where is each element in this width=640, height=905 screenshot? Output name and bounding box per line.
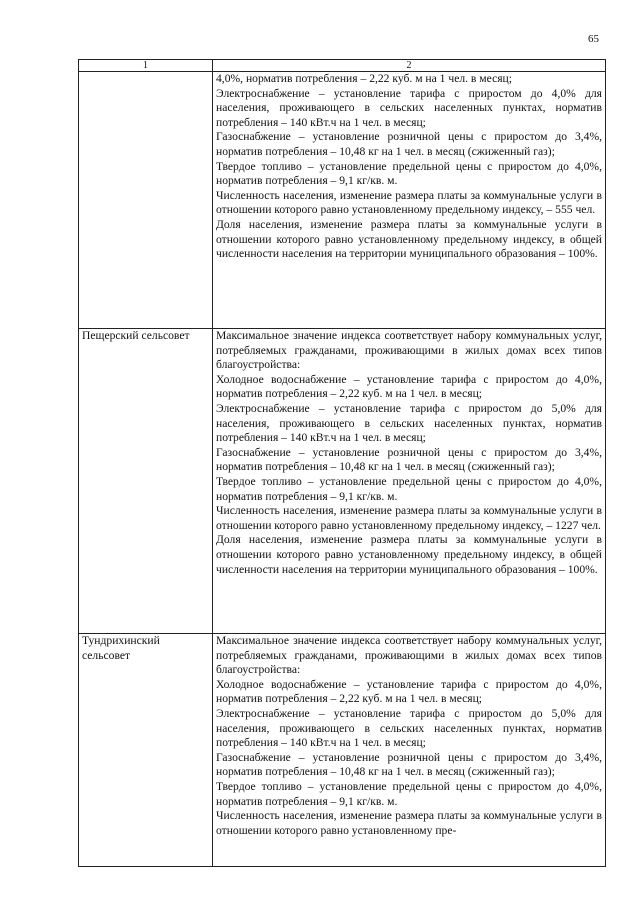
paragraph: Газоснабжение – установление розничной цены с приростом до 3,4%, норматив потребления – 10,48 кг на 1 чел. в месяц (сжиженный газ); [216, 445, 602, 474]
paragraph: Холодное водоснабжение – установление тарифа с приростом до 4,0%, норматив потребления – 2,22 куб. м на 1 чел. в месяц; [216, 677, 602, 706]
paragraph: Электроснабжение – установление тарифа с приростом до 4,0% для населения, проживающего в сельских населенных пунктах, норматив потребления – 140 кВт.ч на 1 чел. в месяц; [216, 86, 602, 129]
paragraph: Численность населения, изменение размера платы за коммунальные услуги в отношении которого равно установленному предельному индексу, – 555 чел. [216, 188, 602, 217]
description-cell [213, 72, 606, 329]
paragraph: Холодное водоснабжение – установление тарифа с приростом до 4,0%, норматив потребления – 2,22 куб. м на 1 чел. в месяц; [216, 372, 602, 401]
indices-table [78, 59, 606, 867]
paragraph: Максимальное значение индекса соответствует набору коммунальных услуг, потребляемых гражданами, проживающими в жилых домах всех типов благоустройства: [216, 634, 602, 677]
paragraph: Твердое топливо – установление предельной цены с приростом до 4,0%, норматив потребления – 9,1 кг/кв. м. [216, 779, 602, 808]
paragraph: Электроснабжение – установление тарифа с приростом до 5,0% для населения, проживающего в сельских населенных пунктах, норматив потребления – 140 кВт.ч на 1 чел. в месяц; [216, 706, 602, 750]
table-row [79, 634, 606, 867]
paragraph: Твердое топливо – установление предельной цены с приростом до 4,0%, норматив потребления – 9,1 кг/кв. м. [216, 159, 602, 188]
paragraph: 4,0%, норматив потребления – 2,22 куб. м на 1 чел. в месяц; [216, 72, 512, 85]
region-cell [79, 72, 213, 329]
paragraph: Электроснабжение – установление тарифа с приростом до 5,0% для населения, проживающего в сельских населенных пунктах, норматив потребления – 140 кВт.ч на 1 чел. в месяц; [216, 401, 602, 445]
description-cell [213, 329, 606, 634]
table-row [79, 72, 606, 329]
paragraph: Численность населения, изменение размера платы за коммунальные услуги в отношении которого равно установленному предельному индексу, – 1227 чел. [216, 504, 602, 532]
paragraph: Газоснабжение – установление розничной цены с приростом до 3,4%, норматив потребления – 10,48 кг на 1 чел. в месяц (сжиженный газ); [216, 130, 602, 158]
page-number: 65 [588, 33, 599, 45]
column-header-1: 1 [79, 60, 213, 72]
table-header-row [79, 60, 606, 72]
paragraph: Доля населения, изменение размера платы за коммунальные услуги в отношении которого равно установленному предельному индексу, в общей численности населения на территории муниципального образования – 100%. [216, 533, 602, 576]
description-cell [213, 634, 606, 867]
paragraph: Максимальное значение индекса соответствует набору коммунальных услуг, потребляемых гражданами, проживающими в жилых домах всех типов благоустройства: [216, 329, 602, 372]
paragraph: Твердое топливо – установление предельной цены с приростом до 4,0%, норматив потребления – 9,1 кг/кв. м. [216, 474, 602, 503]
paragraph: Газоснабжение – установление розничной цены с приростом до 3,4%, норматив потребления – 10,48 кг на 1 чел. в месяц (сжиженный газ); [216, 750, 602, 779]
paragraph: Численность населения, изменение размера платы за коммунальные услуги в отношении которого равно установленному пре- [216, 809, 602, 837]
paragraph: Доля населения, изменение размера платы за коммунальные услуги в отношении которого равно установленному предельному индексу, в общей численности населения на территории муниципального образования – 100%. [216, 217, 602, 261]
column-header-2: 2 [213, 60, 606, 72]
region-cell: Тундрихинский сельсовет [79, 634, 213, 867]
region-cell: Пещерский сельсовет [79, 329, 213, 634]
table-row [79, 329, 606, 634]
